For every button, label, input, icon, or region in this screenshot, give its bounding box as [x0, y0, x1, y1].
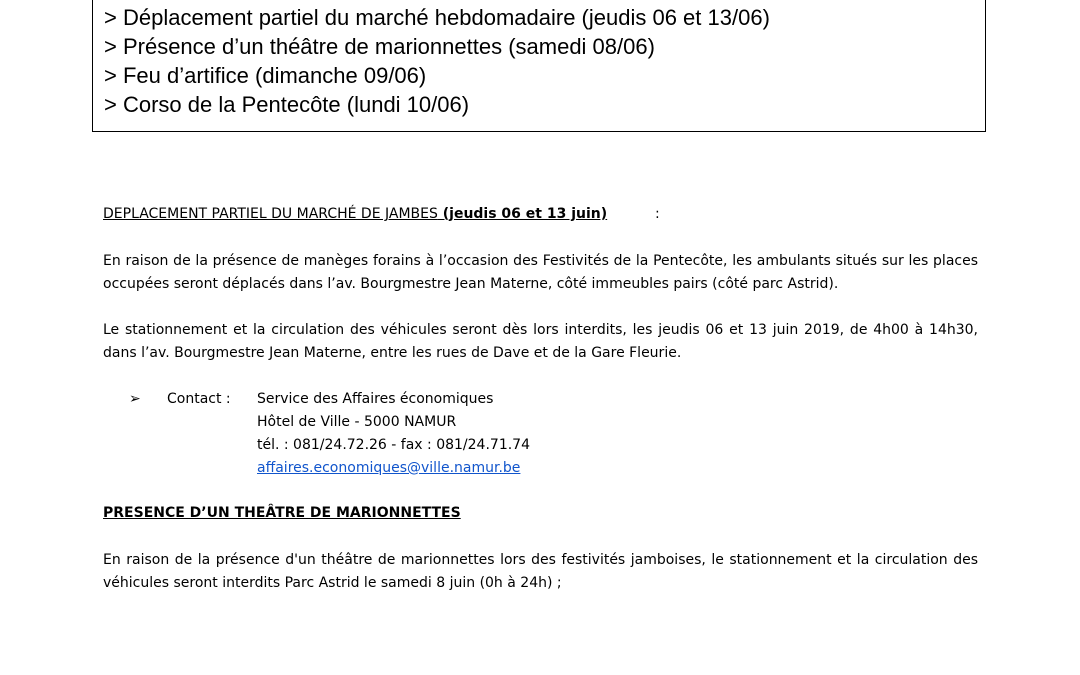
contact-address: Hôtel de Ville - 5000 NAMUR — [257, 414, 457, 430]
document-body — [103, 203, 978, 595]
contact-phone: tél. : 081/24.72.26 - fax : 081/24.71.74 — [257, 437, 530, 453]
section-heading-market — [103, 203, 978, 226]
contact-details — [257, 388, 530, 480]
contact-block — [103, 388, 978, 480]
section-heading-puppet-theatre: PRESENCE D’UN THEÂTRE DE MARIONNETTES — [103, 505, 461, 521]
summary-line-puppet-theatre: > Présence d’un théâtre de marionnettes (samedi 08/06) — [104, 34, 655, 59]
summary-line-fireworks: > Feu d’artifice (dimanche 09/06) — [104, 63, 427, 88]
section-heading-market-colon: : — [655, 206, 660, 222]
market-paragraph-1: En raison de la présence de manèges forains à l’occasion des Festivités de la Pentecôte, les ambulants situés sur les places occupées seront déplacés dans l’av. Bourgmestre Jean Materne, côté immeubles pairs (côté parc Astrid). — [103, 253, 978, 292]
section-heading-market-dates: (jeudis 06 et 13 juin) — [437, 206, 608, 222]
contact-label: Contact : — [167, 391, 231, 407]
summary-line-corso: > Corso de la Pentecôte (lundi 10/06) — [104, 92, 470, 117]
puppet-theatre-paragraph: En raison de la présence d'un théâtre de marionnettes lors des festivités jamboises, le stationnement et la circulation des véhicules seront interdits Parc Astrid le samedi 8 juin (0h à 24h) ; — [103, 552, 978, 591]
contact-service: Service des Affaires économiques — [257, 391, 494, 407]
contact-email-link[interactable]: affaires.economiques@ville.namur.be — [257, 460, 521, 476]
summary-box — [92, 0, 986, 132]
summary-line-market: > Déplacement partiel du marché hebdomadaire (jeudis 06 et 13/06) — [104, 5, 770, 30]
market-paragraph-2: Le stationnement et la circulation des véhicules seront dès lors interdits, les jeudis 06 et 13 juin 2019, de 4h00 à 14h30, dans l’av. Bourgmestre Jean Materne, entre les rues de Dave et de la Gare Fleurie. — [103, 322, 978, 361]
section-heading-market-title: DEPLACEMENT PARTIEL DU MARCHÉ DE JAMBES — [103, 206, 438, 222]
arrow-bullet-icon: ➢ — [129, 391, 141, 407]
